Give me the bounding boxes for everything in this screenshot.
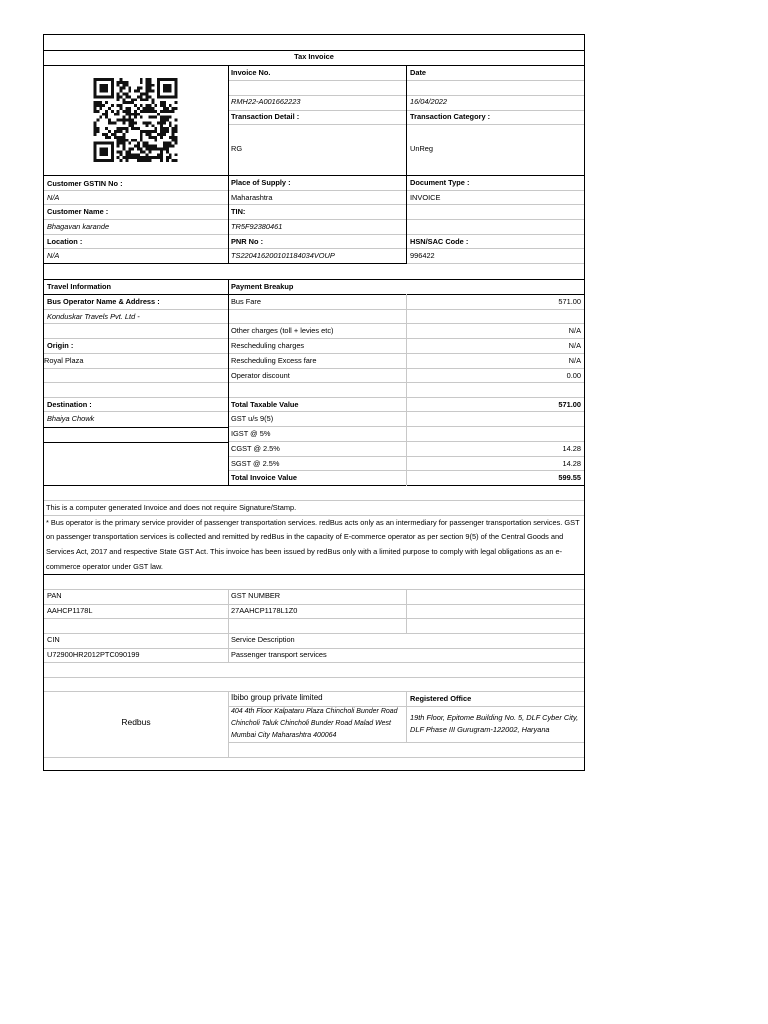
grid-rule — [228, 65, 229, 264]
customer-name: Bhagavan karande — [47, 222, 110, 231]
operator-label: Bus Operator Name & Address : — [47, 297, 160, 306]
grid-rule — [44, 294, 584, 295]
operator-discount-label: Operator discount — [231, 371, 290, 380]
grid-rule — [44, 442, 228, 443]
gst-disclaimer: * Bus operator is the primary service provider of passenger transportation services. redBus acts only as an intermediary for passenger transportation services. GST on passenger transportation services is collected and remitted by redBus in the capacity of E-commerce operator as per section 9(5) of the Central Goods and Services Act, 2017 and respective State GST Act. This invoice has been issued by redBus only with a limited purpose to comply with legal obligations as an e-commerce operator under GST law. — [46, 517, 580, 571]
customer-gstin: N/A — [47, 193, 60, 202]
invoice-title: Tax Invoice — [294, 52, 334, 61]
grid-rule — [44, 691, 584, 692]
grid-rule — [44, 309, 584, 310]
rescheduling-label: Rescheduling charges — [231, 341, 305, 350]
grid-rule — [44, 633, 584, 634]
grid-rule — [44, 323, 584, 324]
grid-rule — [44, 338, 584, 339]
grid-rule — [406, 691, 407, 742]
date-label: Date — [410, 68, 427, 77]
grid-rule — [228, 279, 229, 486]
grid-rule — [44, 648, 584, 649]
company-name: Ibibo group private limited — [231, 693, 323, 702]
origin-value: Royal Plaza — [44, 356, 84, 365]
other-charges-value: N/A — [568, 326, 581, 335]
destination-label: Destination : — [47, 400, 92, 409]
grid-rule — [44, 618, 584, 619]
invoice-no: RMH22-A001662223 — [231, 97, 301, 106]
company-address: 404 4th Floor Kalpataru Plaza Chincholi Bunder Road Chincholi Taluk Chincholi Bunder Road Malad West Mumbai City Maharashtra 400064 — [231, 708, 398, 739]
document-type: INVOICE — [410, 193, 441, 202]
hsn-value: 996422 — [410, 251, 435, 260]
service-desc-value: Passenger transport services — [231, 650, 327, 659]
cgst-value: 14.28 — [562, 444, 581, 453]
grid-rule — [44, 589, 584, 590]
registered-office-label: Registered Office — [410, 694, 472, 703]
grid-rule — [44, 382, 584, 383]
total-invoice-value: 599.55 — [558, 473, 581, 482]
tin-label: TIN: — [231, 207, 246, 216]
cin-value: U72900HR2012PTC090199 — [47, 650, 140, 659]
invoice-date: 16/04/2022 — [410, 97, 447, 106]
bus-fare-value: 571.00 — [558, 297, 581, 306]
pnr-label: PNR No : — [231, 237, 264, 246]
customer-name-label: Customer Name : — [47, 207, 109, 216]
grid-rule — [44, 757, 584, 758]
grid-rule — [44, 677, 584, 678]
grid-rule — [228, 742, 584, 743]
grid-rule — [44, 368, 584, 369]
grid-rule — [44, 353, 584, 354]
grid-rule — [44, 279, 584, 280]
grid-rule — [406, 589, 407, 633]
grid-rule — [44, 50, 584, 51]
origin-label: Origin : — [47, 341, 74, 350]
total-invoice-label: Total Invoice Value — [231, 473, 297, 482]
gst-95-label: GST u/s 9(5) — [231, 414, 274, 423]
grid-rule — [406, 294, 407, 486]
sgst-value: 14.28 — [562, 459, 581, 468]
grid-rule — [44, 204, 584, 205]
grid-rule — [44, 219, 584, 220]
grid-rule — [406, 65, 407, 264]
grid-rule — [44, 65, 584, 66]
grid-rule — [44, 411, 584, 412]
pan-label: PAN — [47, 591, 62, 600]
invoice-no-label: Invoice No. — [231, 68, 271, 77]
grid-rule — [406, 263, 584, 264]
excess-fare-label: Rescheduling Excess fare — [231, 356, 317, 365]
grid-rule — [44, 234, 584, 235]
grid-rule — [228, 691, 229, 757]
place-of-supply-label: Place of Supply : — [231, 178, 291, 187]
payment-breakup-heading: Payment Breakup — [231, 282, 294, 291]
gst-number-label: GST NUMBER — [231, 591, 281, 600]
transaction-category: UnReg — [410, 144, 434, 153]
tin-value: TR5F92380461 — [231, 222, 283, 231]
excess-fare-value: N/A — [568, 356, 581, 365]
brand-name: Redbus — [121, 717, 151, 727]
grid-rule — [44, 190, 584, 191]
igst-label: IGST @ 5% — [231, 429, 271, 438]
grid-rule — [44, 263, 406, 264]
grid-rule — [44, 175, 584, 176]
transaction-detail-label: Transaction Detail : — [231, 112, 300, 121]
travel-info-heading: Travel Information — [47, 282, 112, 291]
registered-office-address: 19th Floor, Epitome Building No. 5, DLF Cyber City, DLF Phase III Gurugram-122002, Haryana — [410, 713, 579, 734]
document-type-label: Document Type : — [410, 178, 470, 187]
operator-name: Konduskar Travels Pvt. Ltd - — [47, 312, 140, 321]
transaction-detail: RG — [231, 144, 243, 153]
bus-fare-label: Bus Fare — [231, 297, 261, 306]
cin-label: CIN — [47, 635, 60, 644]
location-label: Location : — [47, 237, 83, 246]
rescheduling-value: N/A — [568, 341, 581, 350]
location-value: N/A — [47, 251, 60, 260]
qr-code-icon — [92, 78, 179, 162]
customer-gstin-label: Customer GSTIN No : — [47, 179, 123, 188]
pan-value: AAHCP1178L — [47, 606, 93, 615]
operator-discount-value: 0.00 — [566, 371, 581, 380]
generated-note: This is a computer generated Invoice and does not require Signature/Stamp. — [46, 503, 297, 512]
taxable-value-label: Total Taxable Value — [231, 400, 299, 409]
service-desc-label: Service Description — [231, 635, 295, 644]
destination-value: Bhaiya Chowk — [47, 414, 95, 423]
grid-rule — [228, 589, 229, 662]
hsn-label: HSN/SAC Code : — [410, 237, 469, 246]
gst-number-value: 27AAHCP1178L1Z0 — [231, 606, 298, 615]
place-of-supply: Maharashtra — [231, 193, 273, 202]
grid-rule — [44, 662, 584, 663]
transaction-category-label: Transaction Category : — [410, 112, 491, 121]
grid-rule — [44, 485, 584, 486]
sgst-label: SGST @ 2.5% — [231, 459, 280, 468]
cgst-label: CGST @ 2.5% — [231, 444, 280, 453]
grid-rule — [44, 604, 584, 605]
other-charges-label: Other charges (toll + levies etc) — [231, 326, 334, 335]
pnr-value: TS220416200101184034VOUP — [231, 251, 335, 260]
taxable-value: 571.00 — [558, 400, 581, 409]
grid-rule — [44, 397, 584, 398]
grid-rule — [44, 248, 584, 249]
grid-rule — [44, 427, 228, 428]
